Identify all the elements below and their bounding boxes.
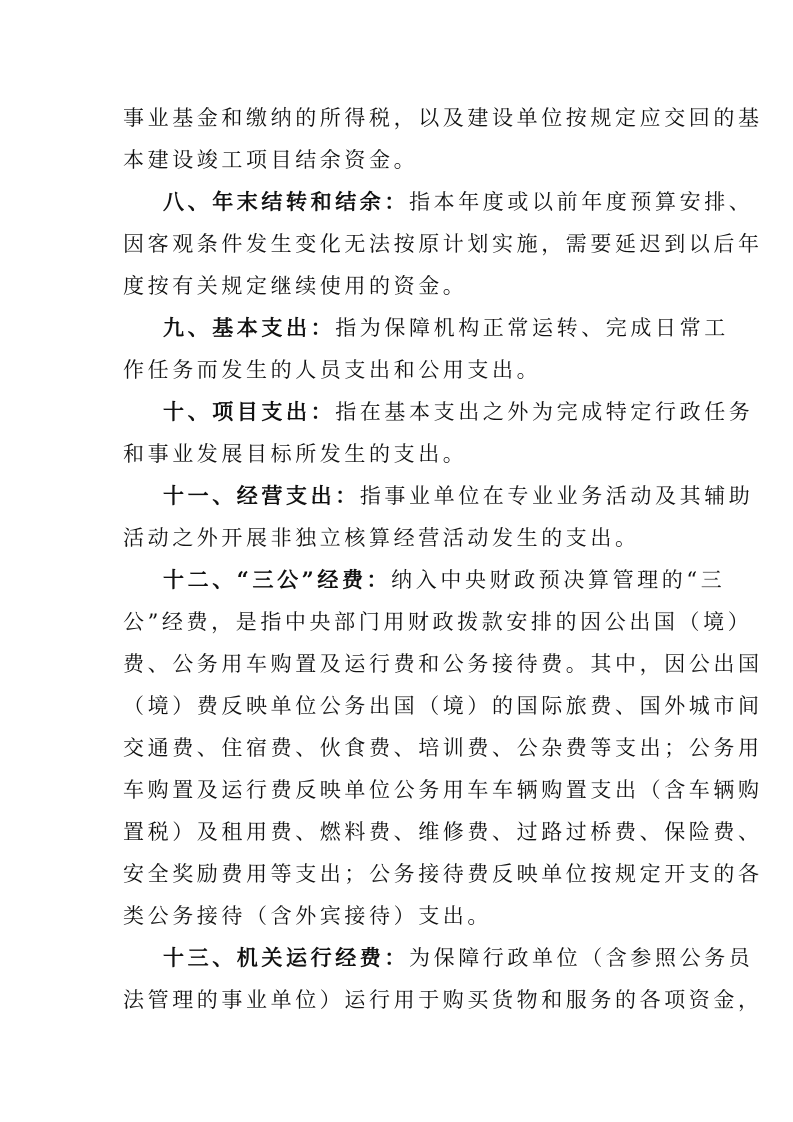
paragraph-line xyxy=(123,902,683,930)
line-text: 指为保障机构正常运转、完成日常工 xyxy=(335,316,729,340)
line-text: 公”经费，是指中央部门用财政拨款安排的因公出国（境） xyxy=(123,610,753,634)
line-text: 本建设竣工项目结余资金。 xyxy=(123,148,419,172)
line-text: 为保障行政单位（含参照公务员 xyxy=(409,946,754,970)
line-text: 事业基金和缴纳的所得税，以及建设单位按规定应交回的基 xyxy=(123,106,763,130)
section-heading: 十二、“三公”经费： xyxy=(163,567,392,592)
paragraph-line xyxy=(123,818,763,846)
paragraph-line xyxy=(123,650,763,678)
line-text: 纳入中央财政预决算管理的“三 xyxy=(391,568,726,592)
section-heading: 十、项目支出： xyxy=(163,399,336,424)
paragraph-line xyxy=(123,860,763,888)
line-text: 指事业单位在专业业务活动及其辅助 xyxy=(359,484,754,508)
paragraph-line xyxy=(123,986,763,1014)
line-text: （境）费反映单位公务出国（境）的国际旅费、国外城市间 xyxy=(123,694,763,718)
section-10-first-line xyxy=(163,398,754,426)
line-text: 指在基本支出之外为完成特定行政任务 xyxy=(335,400,754,424)
paragraph-line xyxy=(123,524,683,552)
line-text: 置税）及租用费、燃料费、维修费、过路过桥费、保险费、 xyxy=(123,820,763,844)
line-text: 和事业发展目标所发生的支出。 xyxy=(123,442,468,466)
paragraph-line xyxy=(123,692,763,720)
paragraph-line xyxy=(123,104,763,132)
line-text: 法管理的事业单位）运行用于购买货物和服务的各项资金， xyxy=(123,988,763,1012)
section-8-first-line xyxy=(163,188,754,216)
line-text: 因客观条件发生变化无法按原计划实施，需要延迟到以后年 xyxy=(123,232,763,256)
paragraph-line xyxy=(123,230,763,258)
paragraph-line xyxy=(123,608,753,636)
line-text: 安全奖励费用等支出；公务接待费反映单位按规定开支的各 xyxy=(123,862,763,886)
section-11-first-line xyxy=(163,482,754,510)
line-text: 活动之外开展非独立核算经营活动发生的支出。 xyxy=(123,526,640,550)
line-text: 类公务接待（含外宾接待）支出。 xyxy=(123,904,492,928)
paragraph-line xyxy=(123,356,683,384)
paragraph-line xyxy=(123,734,763,762)
paragraph-line xyxy=(123,440,683,468)
section-13-first-line xyxy=(163,944,754,972)
section-heading: 九、基本支出： xyxy=(163,315,336,340)
section-heading: 八、年末结转和结余： xyxy=(163,189,409,214)
section-heading: 十一、经营支出： xyxy=(163,483,360,508)
line-text: 作任务而发生的人员支出和公用支出。 xyxy=(123,358,542,382)
section-12-first-line xyxy=(163,566,726,594)
line-text: 交通费、住宿费、伙食费、培训费、公杂费等支出；公务用 xyxy=(123,736,763,760)
line-text: 车购置及运行费反映单位公务用车车辆购置支出（含车辆购 xyxy=(123,778,763,802)
paragraph-line xyxy=(123,272,683,300)
paragraph-line xyxy=(123,776,763,804)
line-text: 度按有关规定继续使用的资金。 xyxy=(123,274,468,298)
section-9-first-line xyxy=(163,314,729,342)
line-text: 指本年度或以前年度预算安排、 xyxy=(409,190,754,214)
line-text: 费、公务用车购置及运行费和公务接待费。其中，因公出国 xyxy=(123,652,763,676)
section-heading: 十三、机关运行经费： xyxy=(163,945,409,970)
paragraph-line xyxy=(123,146,683,174)
